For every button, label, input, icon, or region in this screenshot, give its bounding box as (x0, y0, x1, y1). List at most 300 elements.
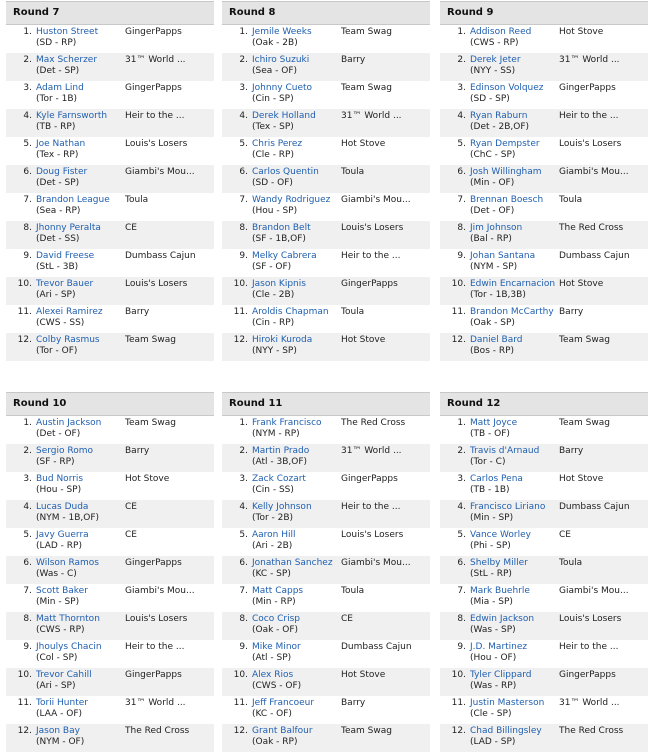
pick-row (222, 221, 430, 249)
fantasy-team-name: GingerPapps (341, 474, 398, 484)
player-name-link[interactable]: Joe Nathan (36, 139, 86, 149)
player-team-position: (TB - RP) (36, 122, 76, 132)
player-name-link[interactable]: Travis d'Arnaud (470, 446, 540, 456)
player-team-position: (Cle - SP) (470, 709, 512, 719)
player-cell (252, 726, 340, 748)
fantasy-team-name: Hot Stove (559, 27, 604, 37)
pick-number: 8. (457, 614, 466, 624)
player-name-link[interactable]: Colby Rasmus (36, 335, 100, 345)
fantasy-team-name: Hot Stove (125, 474, 170, 484)
player-cell (252, 223, 340, 245)
player-team-position: (StL - 3B) (36, 262, 79, 272)
player-cell (470, 446, 558, 468)
pick-number: 9. (239, 642, 248, 652)
pick-row (6, 696, 214, 724)
pick-number: 11. (17, 307, 32, 317)
player-name-link[interactable]: Derek Jeter (470, 55, 521, 65)
player-cell (252, 418, 340, 440)
pick-number: 12. (17, 726, 32, 736)
player-cell (36, 558, 124, 580)
round-panel (440, 1, 648, 361)
player-cell (470, 223, 558, 245)
pick-number: 2. (239, 446, 248, 456)
fantasy-team-name: 31™ World ... (125, 55, 186, 65)
player-team-position: (Ari - SP) (36, 681, 76, 691)
player-name-link[interactable]: Shelby Miller (470, 558, 528, 568)
player-cell (470, 111, 558, 133)
fantasy-team-name: Team Swag (341, 726, 392, 736)
fantasy-team-name: Giambi's Mou... (125, 586, 195, 596)
pick-row (6, 612, 214, 640)
pick-number: 9. (457, 251, 466, 261)
player-cell (252, 111, 340, 133)
player-name-link[interactable]: Johnny Cueto (252, 83, 313, 93)
player-cell (36, 111, 124, 133)
fantasy-team-name: CE (559, 530, 571, 540)
player-name-link[interactable]: Aaron Hill (252, 530, 296, 540)
player-team-position: (Hou - SP) (36, 485, 82, 495)
player-name-link[interactable]: Jhoulys Chacin (36, 642, 102, 652)
player-cell (252, 446, 340, 468)
player-team-position: (Oak - SP) (470, 318, 515, 328)
player-cell (36, 502, 124, 524)
player-cell (252, 139, 340, 161)
pick-number: 6. (239, 558, 248, 568)
fantasy-team-name: Dumbass Cajun (341, 642, 412, 652)
player-cell (252, 670, 340, 692)
player-name-link[interactable]: Frank Francisco (252, 418, 322, 428)
player-name-link[interactable]: Alexei Ramirez (36, 307, 103, 317)
pick-number: 11. (451, 307, 466, 317)
player-cell (470, 474, 558, 496)
pick-number: 3. (23, 83, 32, 93)
fantasy-team-name: GingerPapps (125, 670, 182, 680)
pick-row (440, 221, 648, 249)
player-name-link[interactable]: Tyler Clippard (470, 670, 532, 680)
pick-row (6, 249, 214, 277)
pick-number: 6. (23, 558, 32, 568)
player-name-link[interactable]: Doug Fister (36, 167, 88, 177)
player-team-position: (Det - SP) (36, 66, 80, 76)
player-name-link[interactable]: Brandon Belt (252, 223, 311, 233)
player-name-link[interactable]: Coco Crisp (252, 614, 300, 624)
pick-row (440, 696, 648, 724)
pick-row (440, 25, 648, 53)
fantasy-team-name: CE (125, 502, 137, 512)
pick-number: 5. (457, 139, 466, 149)
pick-row (6, 193, 214, 221)
player-cell (36, 307, 124, 329)
player-name-link[interactable]: Brandon McCarthy (470, 307, 554, 317)
player-name-link[interactable]: Carlos Quentin (252, 167, 319, 177)
player-name-link[interactable]: Jonathan Sanchez (252, 558, 333, 568)
player-cell (36, 446, 124, 468)
fantasy-team-name: Dumbass Cajun (559, 502, 630, 512)
fantasy-team-name: Heir to the ... (341, 502, 401, 512)
fantasy-team-name: Giambi's Mou... (341, 195, 411, 205)
player-name-link[interactable]: Jim Johnson (470, 223, 523, 233)
player-name-link[interactable]: Austin Jackson (36, 418, 102, 428)
player-team-position: (TB - 1B) (470, 485, 510, 495)
player-name-link[interactable]: Zack Cozart (252, 474, 306, 484)
player-team-position: (SD - SP) (470, 94, 510, 104)
pick-row (440, 668, 648, 696)
player-team-position: (Was - SP) (470, 625, 516, 635)
pick-row (440, 137, 648, 165)
player-name-link[interactable]: Trevor Bauer (36, 279, 94, 289)
fantasy-team-name: Toula (341, 307, 365, 317)
pick-number: 4. (23, 111, 32, 121)
player-cell (470, 418, 558, 440)
player-team-position: (NYY - SS) (470, 66, 516, 76)
player-team-position: (Oak - 2B) (252, 38, 298, 48)
player-team-position: (Mia - SP) (470, 597, 513, 607)
player-name-link[interactable]: Edwin Jackson (470, 614, 535, 624)
fantasy-team-name: Hot Stove (559, 474, 604, 484)
player-cell (470, 642, 558, 664)
player-name-link[interactable]: Jemile Weeks (252, 27, 312, 37)
pick-row (6, 137, 214, 165)
player-name-link[interactable]: Chris Perez (252, 139, 303, 149)
fantasy-team-name: Giambi's Mou... (125, 167, 195, 177)
pick-number: 10. (17, 279, 32, 289)
player-name-link[interactable]: Jason Kipnis (252, 279, 306, 289)
player-cell (470, 698, 558, 720)
player-name-link[interactable]: Matt Thornton (36, 614, 100, 624)
fantasy-team-name: Team Swag (341, 27, 392, 37)
player-team-position: (Tor - C) (470, 457, 506, 467)
fantasy-team-name: Louis's Losers (125, 614, 188, 624)
player-team-position: (Ari - 2B) (252, 541, 293, 551)
player-team-position: (Det - OF) (470, 206, 515, 216)
player-name-link[interactable]: Addison Reed (470, 27, 532, 37)
player-team-position: (Det - OF) (36, 429, 81, 439)
pick-row (222, 696, 430, 724)
round-panel (440, 392, 648, 752)
pick-row (440, 109, 648, 137)
player-team-position: (NYM - 1B,OF) (36, 513, 100, 523)
player-cell (470, 27, 558, 49)
fantasy-team-name: The Red Cross (341, 418, 406, 428)
player-team-position: (Det - SS) (36, 234, 80, 244)
pick-row (440, 193, 648, 221)
fantasy-team-name: Louis's Losers (125, 279, 188, 289)
player-name-link[interactable]: Brandon League (36, 195, 110, 205)
player-name-link[interactable]: Trevor Cahill (36, 670, 92, 680)
player-name-link[interactable]: Max Scherzer (36, 55, 98, 65)
player-team-position: (NYY - SP) (252, 346, 297, 356)
player-name-link[interactable]: Bud Norris (36, 474, 84, 484)
player-team-position: (Cin - SS) (252, 485, 294, 495)
round-panel (6, 1, 214, 361)
fantasy-team-name: Team Swag (125, 418, 176, 428)
player-cell (36, 418, 124, 440)
player-name-link[interactable]: David Freese (36, 251, 95, 261)
fantasy-team-name: Giambi's Mou... (559, 167, 629, 177)
player-name-link[interactable]: Huston Street (36, 27, 99, 37)
player-name-link[interactable]: Jhonny Peralta (36, 223, 101, 233)
player-cell (252, 586, 340, 608)
player-name-link[interactable]: Chad Billingsley (470, 726, 542, 736)
pick-number: 4. (239, 502, 248, 512)
fantasy-team-name: Toula (559, 558, 583, 568)
player-team-position: (SD - OF) (252, 178, 293, 188)
pick-number: 9. (457, 642, 466, 652)
pick-number: 3. (457, 474, 466, 484)
pick-row (440, 333, 648, 361)
pick-number: 2. (23, 446, 32, 456)
player-team-position: (Ari - SP) (36, 290, 76, 300)
player-name-link[interactable]: Wandy Rodriguez (252, 195, 331, 205)
player-name-link[interactable]: Ichiro Suzuki (252, 55, 310, 65)
player-name-link[interactable]: Lucas Duda (36, 502, 89, 512)
pick-number: 3. (239, 474, 248, 484)
player-cell (470, 55, 558, 77)
fantasy-team-name: Heir to the ... (559, 642, 619, 652)
player-name-link[interactable]: Wilson Ramos (36, 558, 99, 568)
player-name-link[interactable]: Aroldis Chapman (252, 307, 329, 317)
pick-number: 4. (239, 111, 248, 121)
player-cell (470, 670, 558, 692)
player-name-link[interactable]: Grant Balfour (252, 726, 313, 736)
player-name-link[interactable]: Carlos Pena (470, 474, 523, 484)
player-cell (470, 530, 558, 552)
pick-number: 7. (239, 195, 248, 205)
pick-number: 7. (23, 586, 32, 596)
player-name-link[interactable]: Jason Bay (36, 726, 80, 736)
player-team-position: (Col - SP) (36, 653, 78, 663)
pick-number: 4. (23, 502, 32, 512)
fantasy-team-name: Heir to the ... (125, 111, 185, 121)
fantasy-team-name: Team Swag (559, 418, 610, 428)
player-team-position: (Cle - 2B) (252, 290, 295, 300)
player-cell (252, 558, 340, 580)
player-team-position: (Tor - OF) (36, 346, 78, 356)
player-team-position: (CWS - RP) (470, 38, 519, 48)
player-team-position: (Tor - 1B,3B) (470, 290, 526, 300)
pick-row (6, 584, 214, 612)
round-title: Round 11 (222, 392, 430, 416)
player-team-position: (CWS - OF) (252, 681, 302, 691)
player-name-link[interactable]: Matt Joyce (470, 418, 518, 428)
player-team-position: (Cin - RP) (252, 318, 295, 328)
player-name-link[interactable]: Johan Santana (470, 251, 536, 261)
pick-number: 10. (17, 670, 32, 680)
pick-row (222, 249, 430, 277)
player-cell (252, 474, 340, 496)
fantasy-team-name: Louis's Losers (559, 139, 622, 149)
player-cell (470, 614, 558, 636)
pick-row (222, 53, 430, 81)
pick-row (6, 25, 214, 53)
pick-row (6, 165, 214, 193)
pick-row (6, 221, 214, 249)
player-cell (252, 55, 340, 77)
player-name-link[interactable]: Melky Cabrera (252, 251, 317, 261)
fantasy-team-name: Giambi's Mou... (559, 586, 629, 596)
pick-row (222, 25, 430, 53)
pick-number: 10. (451, 670, 466, 680)
player-cell (36, 698, 124, 720)
pick-number: 10. (451, 279, 466, 289)
fantasy-team-name: GingerPapps (125, 558, 182, 568)
player-cell (36, 530, 124, 552)
player-team-position: (Oak - OF) (252, 625, 299, 635)
player-name-link[interactable]: Ryan Dempster (470, 139, 540, 149)
player-team-position: (Min - SP) (36, 597, 80, 607)
player-name-link[interactable]: Scott Baker (36, 586, 88, 596)
player-name-link[interactable]: Edinson Volquez (470, 83, 544, 93)
player-name-link[interactable]: Daniel Bard (470, 335, 523, 345)
pick-row (6, 305, 214, 333)
pick-row (6, 416, 214, 444)
player-cell (36, 167, 124, 189)
pick-number: 4. (457, 502, 466, 512)
fantasy-team-name: Team Swag (341, 83, 392, 93)
player-name-link[interactable]: Jeff Francoeur (252, 698, 315, 708)
player-name-link[interactable]: Vance Worley (470, 530, 531, 540)
fantasy-team-name: GingerPapps (341, 279, 398, 289)
player-name-link[interactable]: Brennan Boesch (470, 195, 544, 205)
fantasy-team-name: Heir to the ... (125, 642, 185, 652)
player-cell (470, 139, 558, 161)
player-team-position: (Bal - RP) (470, 234, 512, 244)
player-team-position: (Tex - SP) (252, 122, 294, 132)
player-name-link[interactable]: Alex Rios (252, 670, 294, 680)
player-name-link[interactable]: Torii Hunter (36, 698, 88, 708)
fantasy-team-name: Barry (125, 446, 150, 456)
player-name-link[interactable]: Javy Guerra (36, 530, 89, 540)
player-name-link[interactable]: Hiroki Kuroda (252, 335, 313, 345)
fantasy-team-name: 31™ World ... (341, 111, 402, 121)
player-name-link[interactable]: Mike Minor (252, 642, 301, 652)
player-name-link[interactable]: Francisco Liriano (470, 502, 546, 512)
fantasy-team-name: Team Swag (559, 335, 610, 345)
fantasy-team-name: Hot Stove (341, 670, 386, 680)
player-team-position: (Det - SP) (36, 178, 80, 188)
round-title: Round 9 (440, 1, 648, 25)
player-team-position: (KC - OF) (252, 709, 292, 719)
player-cell (36, 614, 124, 636)
pick-row (440, 416, 648, 444)
player-team-position: (NYM - OF) (36, 737, 85, 747)
pick-row (222, 612, 430, 640)
pick-number: 3. (457, 83, 466, 93)
fantasy-team-name: 31™ World ... (125, 698, 186, 708)
player-name-link[interactable]: Ryan Raburn (470, 111, 528, 121)
pick-number: 3. (239, 83, 248, 93)
fantasy-team-name: Toula (341, 167, 365, 177)
player-team-position: (TB - OF) (470, 429, 510, 439)
player-name-link[interactable]: Matt Capps (252, 586, 304, 596)
player-cell (36, 726, 124, 748)
fantasy-team-name: GingerPapps (559, 83, 616, 93)
pick-number: 7. (457, 195, 466, 205)
pick-row (222, 472, 430, 500)
player-team-position: (Cin - SP) (252, 94, 294, 104)
player-name-link[interactable]: Martin Prado (252, 446, 310, 456)
pick-row (440, 500, 648, 528)
player-cell (252, 502, 340, 524)
player-team-position: (SD - RP) (36, 38, 77, 48)
pick-number: 6. (457, 167, 466, 177)
pick-row (6, 277, 214, 305)
pick-row (222, 333, 430, 361)
player-name-link[interactable]: Josh Willingham (470, 167, 542, 177)
pick-row (222, 500, 430, 528)
player-cell (252, 642, 340, 664)
player-cell (470, 586, 558, 608)
player-name-link[interactable]: Kelly Johnson (252, 502, 312, 512)
pick-row (440, 81, 648, 109)
player-cell (470, 335, 558, 357)
pick-number: 5. (239, 139, 248, 149)
pick-row (440, 444, 648, 472)
player-team-position: (Tex - RP) (36, 150, 79, 160)
pick-number: 11. (233, 698, 248, 708)
player-team-position: (Hou - SP) (252, 206, 298, 216)
player-name-link[interactable]: Sergio Romo (36, 446, 94, 456)
player-team-position: (Was - RP) (470, 681, 517, 691)
pick-row (6, 81, 214, 109)
player-name-link[interactable]: Derek Holland (252, 111, 316, 121)
pick-row (222, 305, 430, 333)
pick-number: 1. (23, 27, 32, 37)
player-cell (252, 530, 340, 552)
pick-row (222, 277, 430, 305)
fantasy-team-name: Barry (559, 446, 584, 456)
player-team-position: (Min - OF) (470, 178, 515, 188)
player-cell (470, 195, 558, 217)
player-cell (36, 251, 124, 273)
player-cell (36, 27, 124, 49)
pick-row (440, 528, 648, 556)
player-cell (36, 223, 124, 245)
player-name-link[interactable]: Mark Buehrle (470, 586, 530, 596)
pick-row (440, 556, 648, 584)
pick-number: 4. (457, 111, 466, 121)
fantasy-team-name: The Red Cross (559, 726, 624, 736)
pick-number: 10. (233, 670, 248, 680)
player-team-position: (Bos - RP) (470, 346, 515, 356)
fantasy-team-name: Barry (341, 698, 366, 708)
fantasy-team-name: Louis's Losers (559, 614, 622, 624)
fantasy-team-name: Barry (559, 307, 584, 317)
pick-number: 8. (239, 223, 248, 233)
player-name-link[interactable]: Edwin Encarnacion (470, 279, 556, 289)
pick-row (222, 724, 430, 752)
player-cell (470, 726, 558, 748)
player-name-link[interactable]: J.D. Martinez (470, 642, 528, 652)
player-name-link[interactable]: Kyle Farnsworth (36, 111, 108, 121)
pick-number: 11. (451, 698, 466, 708)
pick-row (222, 109, 430, 137)
player-team-position: (NYM - RP) (252, 429, 300, 439)
pick-number: 8. (239, 614, 248, 624)
pick-row (222, 556, 430, 584)
player-team-position: (Oak - RP) (252, 737, 298, 747)
fantasy-team-name: Hot Stove (341, 335, 386, 345)
player-team-position: (Det - 2B,OF) (470, 122, 530, 132)
pick-row (6, 528, 214, 556)
fantasy-team-name: The Red Cross (559, 223, 624, 233)
fantasy-team-name: Hot Stove (559, 279, 604, 289)
player-name-link[interactable]: Justin Masterson (470, 698, 545, 708)
pick-number: 12. (233, 335, 248, 345)
player-name-link[interactable]: Adam Lind (36, 83, 84, 93)
fantasy-team-name: Louis's Losers (125, 139, 188, 149)
player-cell (252, 279, 340, 301)
